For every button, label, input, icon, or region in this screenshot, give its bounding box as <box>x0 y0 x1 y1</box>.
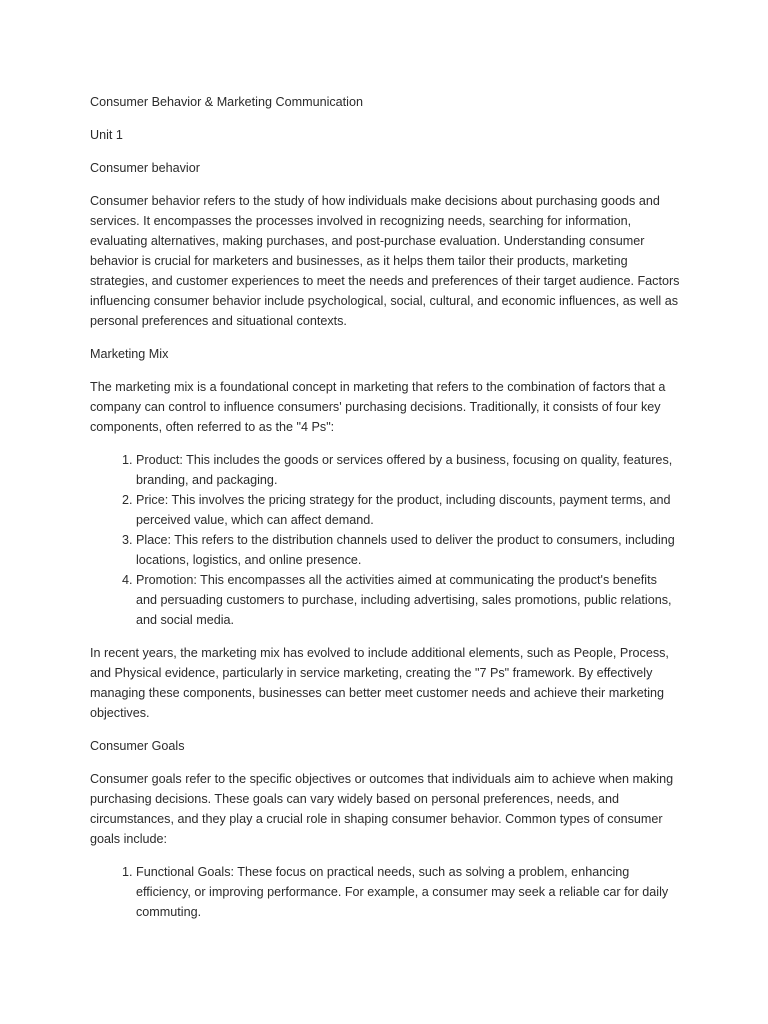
list-item: 2. Price: This involves the pricing strategy for the product, including discounts, payment terms, and perceived value, which can affect demand. <box>136 490 680 530</box>
marketing-mix-heading: Marketing Mix <box>90 347 169 361</box>
list-item: 4. Promotion: This encompasses all the activities aimed at communicating the product's benefits and persuading customers to purchase, including advertising, sales promotions, public relations, and social media. <box>136 570 680 630</box>
consumer-goals-intro: Consumer goals refer to the specific objectives or outcomes that individuals aim to achieve when making purchasing decisions. These goals can vary widely based on personal preferences, needs, and circumstances, and they play a crucial role in shaping consumer behavior. Common types of consumer goals include: <box>90 772 674 846</box>
marketing-mix-list <box>90 450 680 630</box>
list-item: 3. Place: This refers to the distribution channels used to deliver the product to consumers, including locations, logistics, and online presence. <box>136 530 680 570</box>
document-title: Consumer Behavior & Marketing Communication <box>90 95 363 109</box>
list-item: 1. Functional Goals: These focus on practical needs, such as solving a problem, enhancing efficiency, or improving performance. For example, a consumer may seek a reliable car for daily commuting. <box>136 862 680 922</box>
consumer-behavior-paragraph: Consumer behavior refers to the study of how individuals make decisions about purchasing goods and services. It encompasses the processes involved in recognizing needs, searching for information, evaluating alternatives, making purchases, and post-purchase evaluation. Understanding consumer behavior is crucial for marketers and businesses, as it helps them tailor their products, marketing strategies, and customer experiences to meet the needs and preferences of their target audience. Factors influencing consumer behavior include psychological, social, cultural, and economic influences, as well as personal preferences and situational contexts. <box>90 194 680 328</box>
consumer-behavior-heading: Consumer behavior <box>90 161 200 175</box>
marketing-mix-intro: The marketing mix is a foundational concept in marketing that refers to the combination of factors that a company can control to influence consumers' purchasing decisions. Traditionally, it consists of four key components, often referred to as the "4 Ps": <box>90 380 666 434</box>
unit-label: Unit 1 <box>90 128 123 142</box>
consumer-goals-list <box>90 862 680 922</box>
list-item: 1. Product: This includes the goods or services offered by a business, focusing on quality, features, branding, and packaging. <box>136 450 680 490</box>
document-page <box>90 92 680 935</box>
marketing-mix-closing: In recent years, the marketing mix has evolved to include additional elements, such as People, Process, and Physical evidence, particularly in service marketing, creating the "7 Ps" framework. By effectively managing these components, businesses can better meet customer needs and achieve their marketing objectives. <box>90 646 669 720</box>
consumer-goals-heading: Consumer Goals <box>90 739 185 753</box>
